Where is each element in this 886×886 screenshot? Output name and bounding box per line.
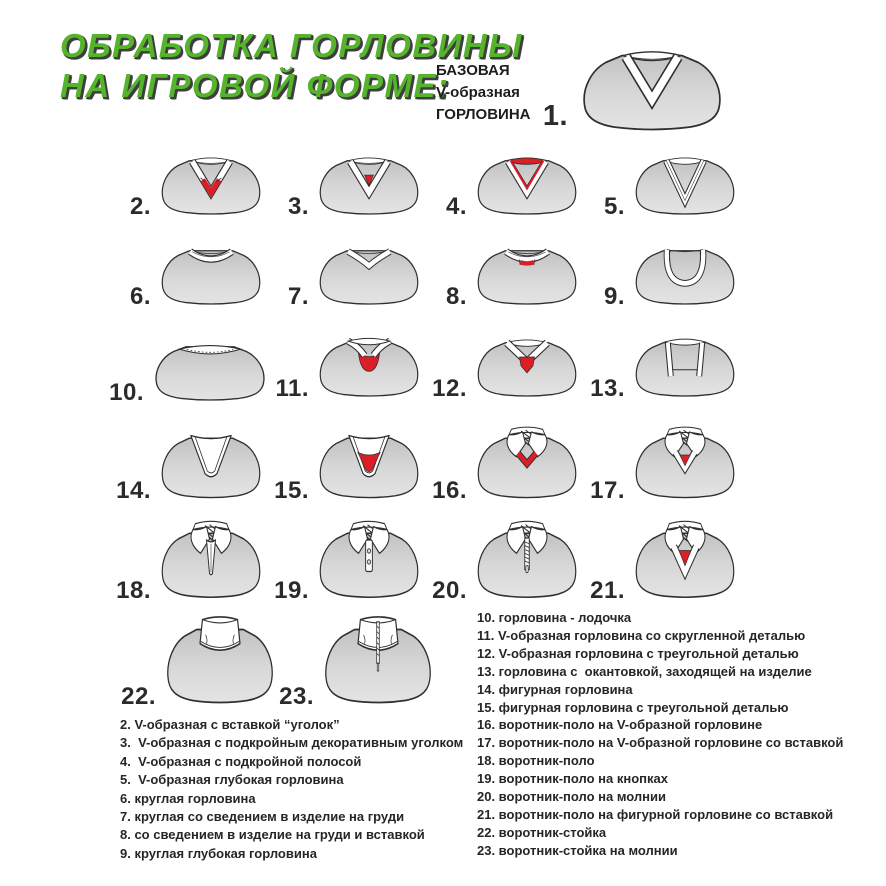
legend-item: 8. со сведением в изделие на груди и вставкой — [120, 827, 425, 843]
jersey-item-1 — [542, 38, 730, 135]
jersey-item-20 — [432, 518, 583, 604]
jersey-item-8 — [445, 238, 583, 310]
jersey-item-10 — [109, 334, 272, 406]
legend-item: 19. воротник-поло на кнопках — [477, 771, 668, 787]
item-number: 10. — [109, 379, 144, 406]
jersey-item-9 — [603, 238, 741, 310]
jersey-polo-zip-illustration — [471, 518, 583, 602]
jersey-bind-h-illustration — [629, 330, 741, 400]
item-number: 22. — [121, 683, 156, 710]
item-number: 9. — [603, 283, 625, 310]
jersey-v-deep-illustration — [629, 148, 741, 218]
legend-item: 17. воротник-поло на V-образной горловине со вставкой — [477, 735, 844, 751]
jersey-polo-v-insert-illustration — [629, 424, 741, 502]
caption-line2: V-образная — [436, 84, 520, 101]
jersey-figured-illustration — [155, 424, 267, 502]
page-title-line2: НА ИГРОВОЙ ФОРМЕ: — [60, 67, 450, 104]
jersey-item-7 — [287, 238, 425, 310]
jersey-item-12 — [432, 330, 583, 402]
legend-item: 5. V-образная глубокая горловина — [120, 772, 344, 788]
item-number: 7. — [287, 283, 309, 310]
jersey-stand-zip-illustration — [318, 612, 438, 708]
legend-item: 14. фигурная горловина — [477, 681, 633, 697]
legend-item: 20. воротник-поло на молнии — [477, 789, 667, 805]
jersey-round-illustration — [155, 238, 267, 308]
jersey-item-22 — [121, 612, 280, 710]
legend-item: 3. V-образная с подкройным декоративным уголком — [120, 735, 464, 751]
jersey-v-tri-illustration — [313, 148, 425, 218]
jersey-polo-v-illustration — [471, 424, 583, 502]
legend-item: 18. воротник-поло — [477, 753, 595, 769]
jersey-v-red-edge-illustration — [471, 148, 583, 218]
jersey-item-6 — [129, 238, 267, 310]
jersey-item-21 — [590, 518, 741, 604]
legend-right — [477, 609, 843, 860]
item-number: 19. — [274, 577, 309, 604]
jersey-figured-tri-illustration — [313, 424, 425, 502]
caption-line1: БАЗОВАЯ — [436, 62, 510, 79]
item-number: 5. — [603, 193, 625, 220]
legend-item: 15. фигурная горловина с треугольной деталью — [477, 699, 789, 715]
item-number: 12. — [432, 375, 467, 402]
legend-left — [120, 716, 463, 863]
jersey-item-16 — [432, 424, 583, 504]
legend-item: 12. V-образная горловина с треугольной деталью — [477, 645, 799, 661]
jersey-v-tri-red-illustration — [471, 330, 583, 400]
legend-item: 13. горловина с окантовкой, заходящей на изделие — [477, 663, 812, 679]
jersey-item-5 — [603, 148, 741, 220]
jersey-polo-fig-insert-illustration — [629, 518, 741, 602]
item-number: 2. — [129, 193, 151, 220]
jersey-polo-buttons-illustration — [313, 518, 425, 602]
legend-item: 21. воротник-поло на фигурной горловине со вставкой — [477, 806, 834, 822]
jersey-item-4 — [445, 148, 583, 220]
item-number: 3. — [287, 193, 309, 220]
base-vneck-caption — [436, 60, 531, 126]
item-number: 8. — [445, 283, 467, 310]
jersey-item-19 — [274, 518, 425, 604]
jersey-stand-illustration — [160, 612, 280, 708]
legend-item: 4. V-образная с подкройной полосой — [120, 753, 362, 769]
caption-line3: ГОРЛОВИНА — [436, 106, 531, 123]
jersey-item-18 — [116, 518, 267, 604]
item-number: 1. — [542, 100, 568, 132]
item-number: 11. — [275, 375, 309, 402]
legend-item: 6. круглая горловина — [120, 790, 256, 806]
jersey-item-2 — [129, 148, 267, 220]
legend-item: 11. V-образная горловина со скругленной деталью — [477, 627, 806, 643]
jersey-item-13 — [590, 330, 741, 402]
item-number: 14. — [116, 477, 151, 504]
jersey-round-conv-illustration — [313, 238, 425, 308]
legend-item: 9. круглая глубокая горловина — [120, 845, 317, 861]
item-number: 15. — [274, 477, 309, 504]
jersey-round-deep-illustration — [629, 238, 741, 308]
jersey-polo-plain-illustration — [155, 518, 267, 602]
item-number: 17. — [590, 477, 625, 504]
jersey-item-14 — [116, 424, 267, 504]
legend-item: 2. V-образная с вставкой “уголок” — [120, 717, 340, 732]
jersey-v-round-red-illustration — [313, 330, 425, 400]
jersey-item-15 — [274, 424, 425, 504]
jersey-v-basic-illustration — [574, 38, 730, 135]
item-number: 21. — [590, 577, 625, 604]
jersey-boat-illustration — [148, 334, 272, 404]
item-number: 20. — [432, 577, 467, 604]
legend-item: 22. воротник-стойка — [477, 824, 607, 840]
legend-item: 23. воротник-стойка на молнии — [477, 842, 678, 858]
legend-item: 10. горловина - лодочка — [477, 610, 632, 625]
item-number: 18. — [116, 577, 151, 604]
jersey-round-insert-illustration — [471, 238, 583, 308]
item-number: 16. — [432, 477, 467, 504]
item-number: 6. — [129, 283, 151, 310]
item-number: 13. — [590, 375, 625, 402]
item-number: 23. — [279, 683, 314, 710]
legend-item: 7. круглая со сведением в изделие на груди — [120, 809, 405, 825]
item-number: 4. — [445, 193, 467, 220]
jersey-item-11 — [275, 330, 425, 402]
jersey-item-17 — [590, 424, 741, 504]
jersey-item-3 — [287, 148, 425, 220]
jersey-v-corner-illustration — [155, 148, 267, 218]
page-title-line1: ОБРАБОТКА ГОРЛОВИНЫ — [60, 27, 523, 64]
legend-item: 16. воротник-поло на V-образной горловине — [477, 717, 763, 733]
jersey-item-23 — [279, 612, 438, 710]
